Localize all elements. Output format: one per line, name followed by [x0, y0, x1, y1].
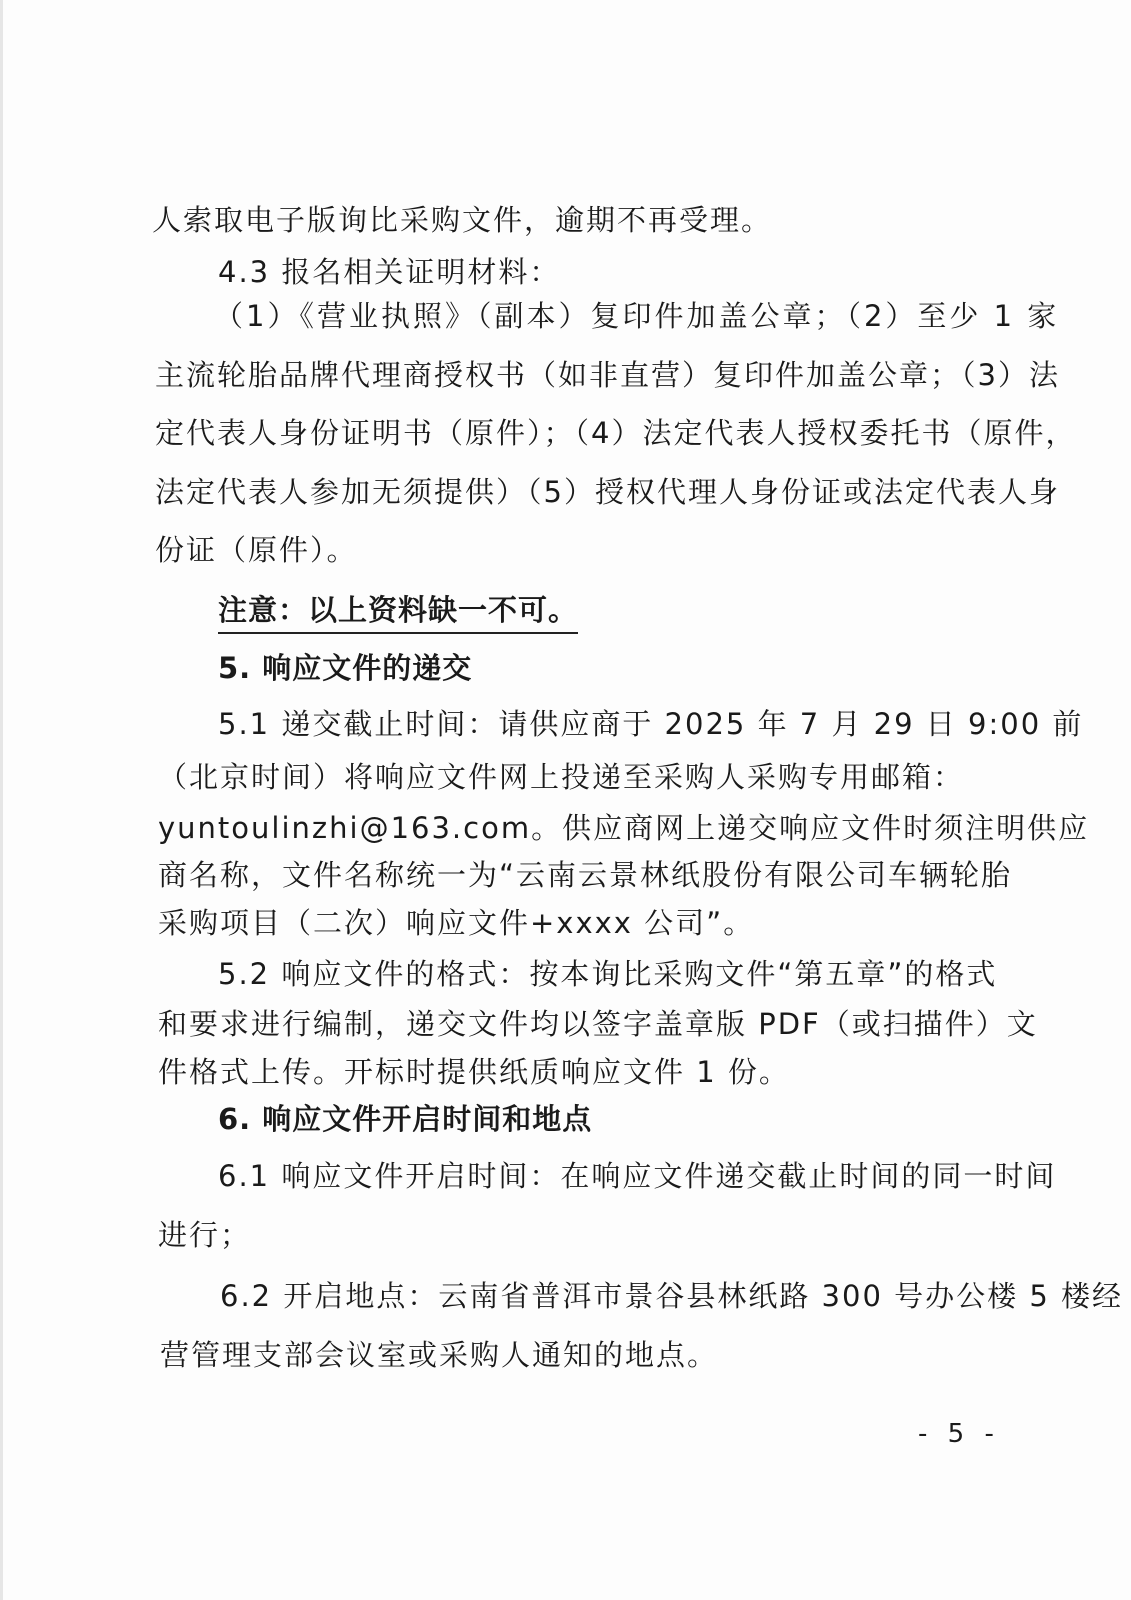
text-line: （北京时间）将响应文件网上投递至采购人采购专用邮箱： — [158, 760, 965, 794]
text-line: 5.1 递交截止时间：请供应商于 2025 年 7 月 29 日 9:00 前 — [218, 707, 1084, 741]
text-line: 6.2 开启地点：云南省普洱市景谷县林纸路 300 号办公楼 5 楼经 — [220, 1279, 1124, 1313]
text-line: 法定代表人参加无须提供）（5）授权代理人身份证或法定代表人身 — [155, 475, 1060, 509]
text-line: 商名称，文件名称统一为“云南云景林纸股份有限公司车辆轮胎 — [158, 858, 1013, 892]
page-edge-shadow — [0, 0, 3, 1600]
text-line: 和要求进行编制，递交文件均以签字盖章版 PDF（或扫描件）文 — [158, 1007, 1038, 1041]
text-line: 进行； — [158, 1218, 252, 1252]
page-number: - 5 - — [918, 1419, 1000, 1449]
text-line: 5.2 响应文件的格式：按本询比采购文件“第五章”的格式 — [218, 957, 998, 991]
text-line: （1）《营业执照》（副本）复印件加盖公章；（2）至少 1 家 — [214, 299, 1060, 333]
text-line: 6.1 响应文件开启时间：在响应文件递交截止时间的同一时间 — [218, 1159, 1057, 1193]
text-line: 件格式上传。开标时提供纸质响应文件 1 份。 — [158, 1055, 790, 1089]
text-line: yuntoulinzhi@163.com。供应商网上递交响应文件时须注明供应 — [158, 811, 1090, 845]
notice-text: 注意：以上资料缺一不可。 — [218, 590, 578, 634]
notice-line — [218, 590, 578, 634]
text-line: 份证（原件）。 — [155, 533, 358, 567]
section-heading-6: 6. 响应文件开启时间和地点 — [218, 1102, 593, 1136]
text-line: 定代表人身份证明书（原件）；（4）法定代表人授权委托书（原件， — [155, 416, 1077, 450]
section-heading-5: 5. 响应文件的递交 — [218, 651, 473, 685]
text-line: 营管理支部会议室或采购人通知的地点。 — [160, 1338, 719, 1372]
text-line: 人索取电子版询比采购文件，逾期不再受理。 — [152, 203, 773, 237]
text-line: 采购项目（二次）响应文件+xxxx 公司”。 — [158, 906, 755, 940]
text-line: 主流轮胎品牌代理商授权书（如非直营）复印件加盖公章；（3）法 — [155, 358, 1060, 392]
section-heading-4-3: 4.3 报名相关证明材料： — [218, 255, 561, 289]
